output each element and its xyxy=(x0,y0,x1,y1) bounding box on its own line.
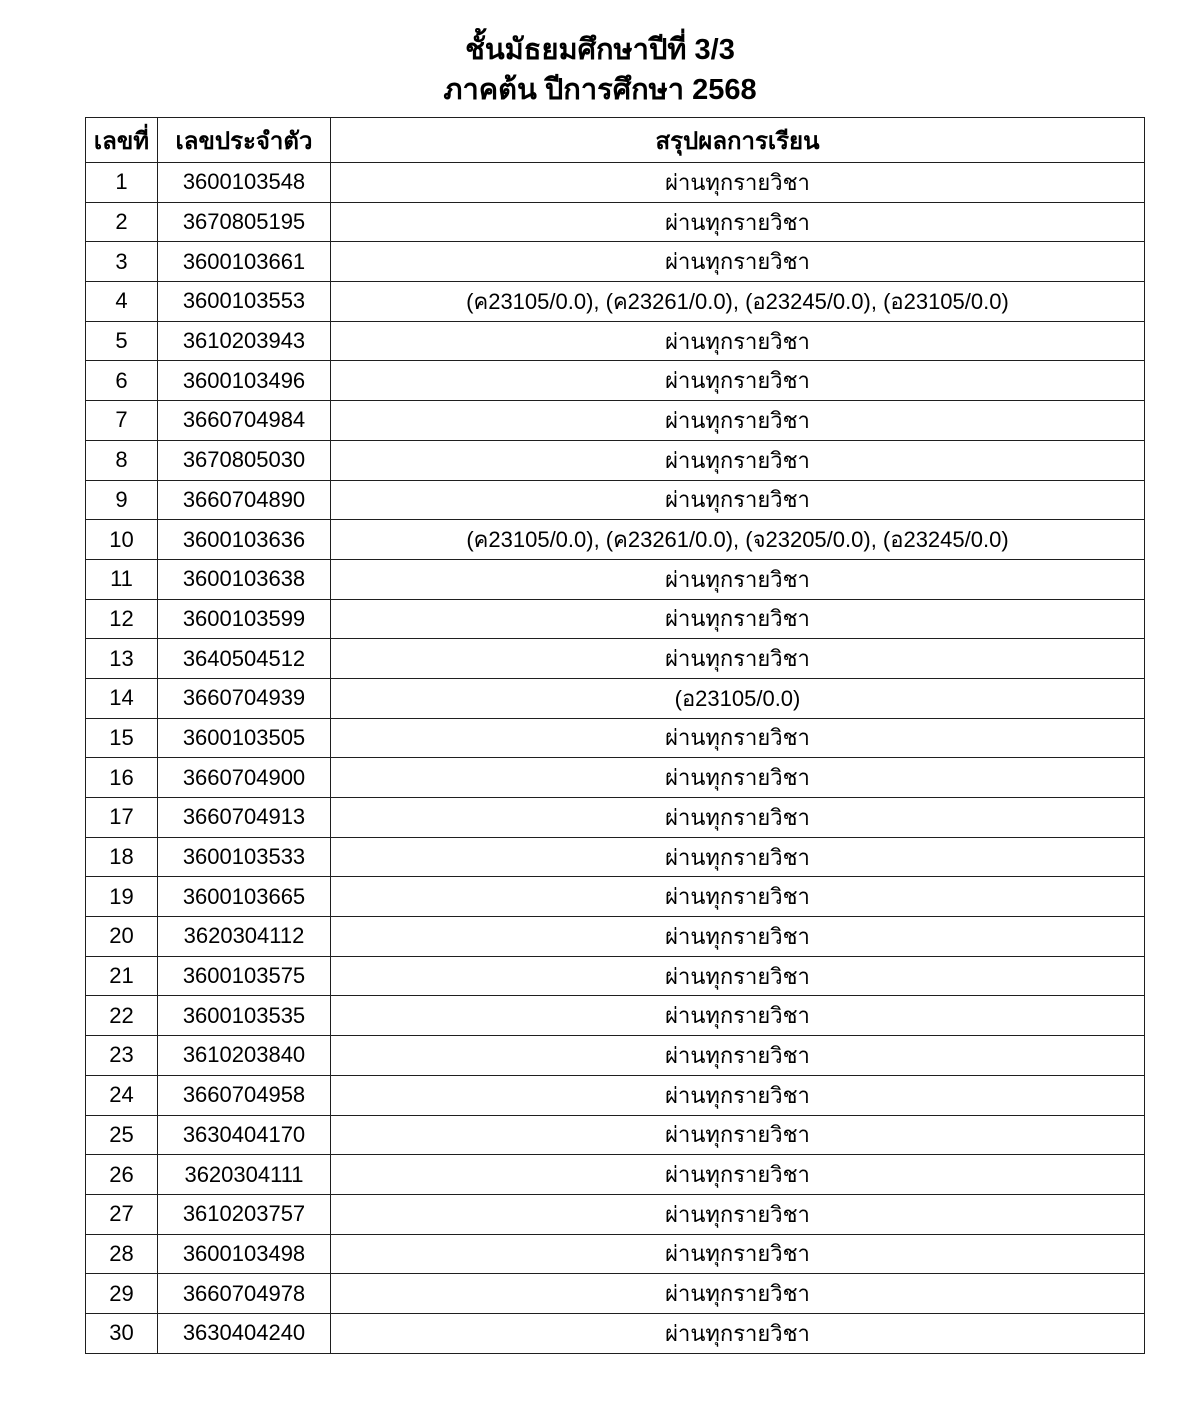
summary-cell: ผ่านทุกรายวิชา xyxy=(331,837,1145,877)
table-row xyxy=(86,242,1145,282)
table-row xyxy=(86,1274,1145,1314)
table-row xyxy=(86,1313,1145,1353)
summary-cell: ผ่านทุกรายวิชา xyxy=(331,361,1145,401)
table-row xyxy=(86,599,1145,639)
summary-cell: ผ่านทุกรายวิชา xyxy=(331,1194,1145,1234)
table-row xyxy=(86,877,1145,917)
summary-cell: ผ่านทุกรายวิชา xyxy=(331,599,1145,639)
summary-cell: ผ่านทุกรายวิชา xyxy=(331,401,1145,441)
table-row xyxy=(86,440,1145,480)
row-number-cell: 11 xyxy=(86,559,158,599)
student-id-cell: 3600103665 xyxy=(158,877,331,917)
row-number-cell: 12 xyxy=(86,599,158,639)
header-student-id: เลขประจำตัว xyxy=(158,118,331,163)
summary-cell: ผ่านทุกรายวิชา xyxy=(331,996,1145,1036)
row-number-cell: 15 xyxy=(86,718,158,758)
row-number-cell: 7 xyxy=(86,401,158,441)
summary-cell: ผ่านทุกรายวิชา xyxy=(331,758,1145,798)
table-row xyxy=(86,163,1145,203)
row-number-cell: 1 xyxy=(86,163,158,203)
row-number-cell: 8 xyxy=(86,440,158,480)
table-row xyxy=(86,917,1145,957)
grade-summary-table xyxy=(85,117,1145,1354)
summary-cell: ผ่านทุกรายวิชา xyxy=(331,798,1145,838)
row-number-cell: 19 xyxy=(86,877,158,917)
student-id-cell: 3670805195 xyxy=(158,202,331,242)
student-id-cell: 3630404240 xyxy=(158,1313,331,1353)
student-id-cell: 3660704913 xyxy=(158,798,331,838)
student-id-cell: 3600103575 xyxy=(158,956,331,996)
student-id-cell: 3600103553 xyxy=(158,282,331,322)
row-number-cell: 6 xyxy=(86,361,158,401)
table-row xyxy=(86,202,1145,242)
table-row xyxy=(86,480,1145,520)
header-grade-summary: สรุปผลการเรียน xyxy=(331,118,1145,163)
summary-cell: ผ่านทุกรายวิชา xyxy=(331,1075,1145,1115)
row-number-cell: 2 xyxy=(86,202,158,242)
student-id-cell: 3660704939 xyxy=(158,678,331,718)
row-number-cell: 25 xyxy=(86,1115,158,1155)
student-id-cell: 3600103505 xyxy=(158,718,331,758)
row-number-cell: 9 xyxy=(86,480,158,520)
student-id-cell: 3620304111 xyxy=(158,1155,331,1195)
summary-cell: ผ่านทุกรายวิชา xyxy=(331,1115,1145,1155)
table-row xyxy=(86,1234,1145,1274)
table-row xyxy=(86,678,1145,718)
summary-cell: ผ่านทุกรายวิชา xyxy=(331,877,1145,917)
student-id-cell: 3600103599 xyxy=(158,599,331,639)
table-row xyxy=(86,1194,1145,1234)
summary-cell: ผ่านทุกรายวิชา xyxy=(331,440,1145,480)
table-row xyxy=(86,361,1145,401)
row-number-cell: 27 xyxy=(86,1194,158,1234)
summary-cell: ผ่านทุกรายวิชา xyxy=(331,917,1145,957)
table-row xyxy=(86,321,1145,361)
student-id-cell: 3600103636 xyxy=(158,520,331,560)
row-number-cell: 24 xyxy=(86,1075,158,1115)
student-id-cell: 3660704890 xyxy=(158,480,331,520)
student-id-cell: 3600103548 xyxy=(158,163,331,203)
student-id-cell: 3600103533 xyxy=(158,837,331,877)
table-header-row xyxy=(86,118,1145,163)
student-id-cell: 3610203943 xyxy=(158,321,331,361)
summary-cell: ผ่านทุกรายวิชา xyxy=(331,1234,1145,1274)
student-id-cell: 3600103638 xyxy=(158,559,331,599)
student-id-cell: 3620304112 xyxy=(158,917,331,957)
row-number-cell: 21 xyxy=(86,956,158,996)
row-number-cell: 4 xyxy=(86,282,158,322)
table-row xyxy=(86,1036,1145,1076)
table-header xyxy=(86,118,1145,163)
summary-cell: ผ่านทุกรายวิชา xyxy=(331,718,1145,758)
summary-cell: (ค23105/0.0), (ค23261/0.0), (จ23205/0.0), (อ23245/0.0) xyxy=(331,520,1145,560)
summary-cell: ผ่านทุกรายวิชา xyxy=(331,242,1145,282)
table-row xyxy=(86,798,1145,838)
student-id-cell: 3660704900 xyxy=(158,758,331,798)
table-row xyxy=(86,996,1145,1036)
table-row xyxy=(86,401,1145,441)
summary-cell: (ค23105/0.0), (ค23261/0.0), (อ23245/0.0), (อ23105/0.0) xyxy=(331,282,1145,322)
table-row xyxy=(86,282,1145,322)
row-number-cell: 29 xyxy=(86,1274,158,1314)
summary-cell: ผ่านทุกรายวิชา xyxy=(331,202,1145,242)
student-id-cell: 3630404170 xyxy=(158,1115,331,1155)
table-row xyxy=(86,718,1145,758)
row-number-cell: 22 xyxy=(86,996,158,1036)
table-row xyxy=(86,956,1145,996)
student-id-cell: 3670805030 xyxy=(158,440,331,480)
row-number-cell: 18 xyxy=(86,837,158,877)
summary-cell: ผ่านทุกรายวิชา xyxy=(331,956,1145,996)
row-number-cell: 28 xyxy=(86,1234,158,1274)
row-number-cell: 10 xyxy=(86,520,158,560)
summary-cell: (อ23105/0.0) xyxy=(331,678,1145,718)
summary-cell: ผ่านทุกรายวิชา xyxy=(331,480,1145,520)
row-number-cell: 3 xyxy=(86,242,158,282)
summary-cell: ผ่านทุกรายวิชา xyxy=(331,321,1145,361)
table-row xyxy=(86,758,1145,798)
row-number-cell: 30 xyxy=(86,1313,158,1353)
summary-cell: ผ่านทุกรายวิชา xyxy=(331,1155,1145,1195)
summary-cell: ผ่านทุกรายวิชา xyxy=(331,1036,1145,1076)
summary-cell: ผ่านทุกรายวิชา xyxy=(331,163,1145,203)
row-number-cell: 17 xyxy=(86,798,158,838)
table-row xyxy=(86,639,1145,679)
table-row xyxy=(86,1075,1145,1115)
page-title: ชั้นมัธยมศึกษาปีที่ 3/3 xyxy=(465,34,735,66)
student-id-cell: 3660704978 xyxy=(158,1274,331,1314)
student-id-cell: 3600103661 xyxy=(158,242,331,282)
row-number-cell: 16 xyxy=(86,758,158,798)
row-number-cell: 13 xyxy=(86,639,158,679)
student-id-cell: 3640504512 xyxy=(158,639,331,679)
row-number-cell: 23 xyxy=(86,1036,158,1076)
row-number-cell: 26 xyxy=(86,1155,158,1195)
header-row-number: เลขที่ xyxy=(86,118,158,163)
table-row xyxy=(86,559,1145,599)
student-id-cell: 3610203840 xyxy=(158,1036,331,1076)
student-id-cell: 3660704958 xyxy=(158,1075,331,1115)
row-number-cell: 5 xyxy=(86,321,158,361)
student-id-cell: 3610203757 xyxy=(158,1194,331,1234)
summary-cell: ผ่านทุกรายวิชา xyxy=(331,639,1145,679)
table-row xyxy=(86,837,1145,877)
row-number-cell: 20 xyxy=(86,917,158,957)
student-id-cell: 3600103535 xyxy=(158,996,331,1036)
student-id-cell: 3600103496 xyxy=(158,361,331,401)
summary-cell: ผ่านทุกรายวิชา xyxy=(331,1274,1145,1314)
student-id-cell: 3660704984 xyxy=(158,401,331,441)
table-row xyxy=(86,520,1145,560)
student-id-cell: 3600103498 xyxy=(158,1234,331,1274)
results-table-body xyxy=(86,163,1145,1354)
page-subtitle: ภาคต้น ปีการศึกษา 2568 xyxy=(443,74,757,106)
table-row xyxy=(86,1115,1145,1155)
summary-cell: ผ่านทุกรายวิชา xyxy=(331,559,1145,599)
table-row xyxy=(86,1155,1145,1195)
summary-cell: ผ่านทุกรายวิชา xyxy=(331,1313,1145,1353)
row-number-cell: 14 xyxy=(86,678,158,718)
